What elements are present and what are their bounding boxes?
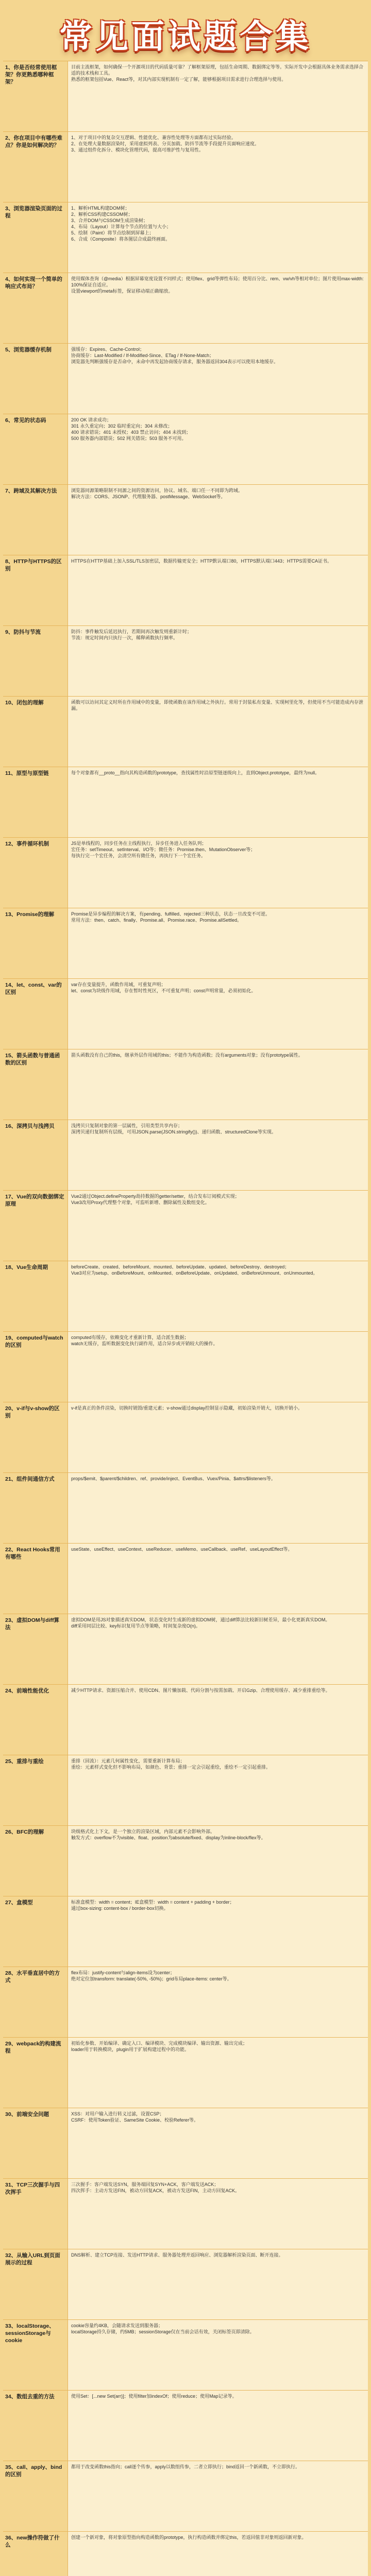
- answer-block: [68, 2249, 368, 2319]
- answer-line: JS是单线程的，同步任务在主线程执行，异步任务进入任务队列；: [71, 841, 207, 846]
- answer-line: Vue2通过Object.defineProperty劫持数据的getter/setter，结合发布订阅模式实现；: [71, 1194, 240, 1199]
- qa-list: [3, 61, 368, 2576]
- question-text: 18、Vue生命周期: [3, 1261, 68, 1331]
- answer-block: [68, 1896, 368, 1967]
- question-text: 19、computed与watch的区别: [3, 1332, 68, 1402]
- answer-line: 减少HTTP请求、资源压缩合并、使用CDN、图片懒加载、代码分割与按需加载、开启Gzip、合理使用缓存、减少重排重绘等。: [71, 1688, 330, 1693]
- answer-line: XSS：对用户输入进行转义过滤，设置CSP；: [71, 2111, 164, 2116]
- answer-line: Vue3改用Proxy代理整个对象，可监听新增、删除属性及数组变化。: [71, 1200, 210, 1205]
- answer-block: [68, 1826, 368, 1896]
- header: [0, 0, 371, 61]
- question-text: 26、BFC的理解: [3, 1826, 68, 1896]
- answer-block: [68, 1332, 368, 1402]
- question-text: 27、盒模型: [3, 1896, 68, 1967]
- answer-line: 1、解析HTML构建DOM树；: [71, 206, 130, 211]
- question-text: 24、前端性能优化: [3, 1685, 68, 1755]
- qa-row: [3, 2391, 368, 2461]
- answer-line: HTTPS在HTTP基础上加入SSL/TLS加密层，数据传输更安全；HTTP默认端口80，HTTPS默认端口443；HTTPS需要CA证书。: [71, 558, 332, 564]
- answer-line: 目前主流框架，如何确保一个开源项目的代码质量可靠？了解框架原理，包括生命周期、数据绑定等等。实际开发中会根据具体业务需求选择合适的技术栈和工具。: [71, 64, 364, 76]
- answer-block: [68, 697, 368, 767]
- qa-row: [3, 2179, 368, 2249]
- qa-row: [3, 626, 368, 697]
- question-text: 22、React Hooks常用有哪些: [3, 1544, 68, 1614]
- qa-row: [3, 979, 368, 1049]
- answer-line: 都用于改变函数this指向；call逐个传参，apply以数组传参，二者立即执行；bind返回一个新函数，不立即执行。: [71, 2464, 300, 2469]
- answer-block: [68, 132, 368, 202]
- question-text: 6、常见的状态码: [3, 414, 68, 484]
- answer-block: [68, 2320, 368, 2390]
- answer-block: [68, 2391, 368, 2461]
- question-text: 7、跨域及其解决方法: [3, 485, 68, 555]
- answer-block: [68, 1685, 368, 1755]
- answer-line: 强缓存：Expires、Cache-Control；: [71, 347, 145, 352]
- qa-row: [3, 1191, 368, 1261]
- answer-line: watch无缓存，监听数据变化执行副作用，适合异步或开销较大的操作。: [71, 1341, 218, 1346]
- answer-block: [68, 979, 368, 1049]
- answer-line: 初始化参数、开始编译、确定入口、编译模块、完成模块编译、输出资源、输出完成；: [71, 2041, 248, 2046]
- qa-row: [3, 555, 368, 626]
- answer-line: 常用方法：then、catch、finally、Promise.all、Promise.race、Promise.allSettled。: [71, 918, 242, 923]
- qa-row: [3, 61, 368, 132]
- question-text: 31、TCP三次握手与四次挥手: [3, 2179, 68, 2249]
- answer-line: 每执行完一个宏任务，会清空所有微任务，再执行下一个宏任务。: [71, 853, 206, 858]
- question-text: 29、webpack的构建流程: [3, 2038, 68, 2108]
- qa-row: [3, 344, 368, 414]
- question-text: 20、v-if与v-show的区别: [3, 1402, 68, 1472]
- answer-line: 节流：规定时间内只执行一次，稀释函数执行频率。: [71, 635, 178, 640]
- answer-block: [68, 1049, 368, 1120]
- answer-line: 箭头函数没有自己的this，继承外层作用域的this；不能作为构造函数；没有arguments对象；没有prototype属性。: [71, 1053, 303, 1058]
- answer-line: cookie容量约4KB，会随请求发送到服务器；: [71, 2323, 163, 2328]
- qa-row: [3, 2320, 368, 2391]
- question-text: 15、箭头函数与普通函数的区别: [3, 1049, 68, 1120]
- answer-block: [68, 1614, 368, 1684]
- qa-row: [3, 1826, 368, 1896]
- answer-line: loader用于转换模块，plugin用于扩展构建过程中的功能。: [71, 2047, 190, 2052]
- answer-line: var存在变量提升，函数作用域，可重复声明；: [71, 982, 166, 987]
- answer-line: 500 服务器内部错误；502 网关错误；503 服务不可用。: [71, 436, 187, 441]
- answer-line: 5、绘制（Paint）将节点绘制到屏幕上；: [71, 230, 154, 235]
- question-text: 33、localStorage、sessionStorage与cookie: [3, 2320, 68, 2390]
- answer-block: [68, 61, 368, 131]
- answer-line: 创建一个新对象，将对象原型指向构造函数的prototype，执行构造函数并绑定this，若返回值非对象则返回新对象。: [71, 2535, 307, 2540]
- answer-line: v-if是真正的条件渲染，切换时销毁/重建元素；v-show通过display控制显示隐藏，初始渲染开销大，切换开销小。: [71, 1405, 303, 1411]
- question-text: 32、从输入URL到页面展示的过程: [3, 2249, 68, 2319]
- qa-row: [3, 132, 368, 202]
- answer-block: [68, 555, 368, 625]
- question-text: 30、前端安全问题: [3, 2108, 68, 2178]
- answer-block: [68, 1544, 368, 1614]
- answer-line: 400 请求错误；401 未授权；403 禁止访问；404 未找到；: [71, 430, 191, 435]
- answer-block: [68, 344, 368, 414]
- question-text: 2、你在项目中有哪些难点？你是如何解决的？: [3, 132, 68, 202]
- qa-row: [3, 202, 368, 273]
- question-text: 14、let、const、var的区别: [3, 979, 68, 1049]
- answer-line: localStorage持久存储，约5MB；sessionStorage仅在当前会话有效，关闭标签页即清除。: [71, 2329, 255, 2334]
- answer-line: 重排（回流）：元素几何属性变化，需要重新计算布局；: [71, 1758, 185, 1764]
- answer-line: let、const为块级作用域，存在暂时性死区，不可重复声明；const声明常量，必须初始化。: [71, 988, 256, 993]
- question-text: 5、浏览器缓存机制: [3, 344, 68, 414]
- qa-row: [3, 908, 368, 979]
- answer-line: 虚拟DOM是用JS对象描述真实DOM，状态变化时生成新的虚拟DOM树，通过diff算法比较新旧树差异，最小化更新真实DOM。: [71, 1617, 330, 1622]
- qa-row: [3, 1755, 368, 1826]
- answer-line: 每个对象都有__proto__指向其构造函数的prototype，查找属性时沿原型链逐级向上，直到Object.prototype，最终为null。: [71, 770, 320, 775]
- answer-block: [68, 2532, 368, 2576]
- answer-line: 使用媒体查询（@media）根据屏幕宽度设置不同样式；使用flex、grid等弹性布局；使用百分比、rem、vw/vh等相对单位；图片使用max-width:100%保证自适应。: [71, 276, 364, 287]
- question-text: 16、深拷贝与浅拷贝: [3, 1120, 68, 1190]
- answer-line: 1、对于项目中的复杂交互逻辑、性能优化、兼容性处理等方面都有过实际经验。: [71, 135, 237, 140]
- answer-block: [68, 1402, 368, 1472]
- qa-row: [3, 1896, 368, 1967]
- answer-line: 使用Set：[...new Set(arr)]；使用filter加indexOf；使用reduce；使用Map记录等。: [71, 2394, 237, 2399]
- answer-line: diff采用同层比较、key标识复用节点等策略，时间复杂度O(n)。: [71, 1623, 200, 1629]
- question-text: 17、Vue的双向数据绑定原理: [3, 1191, 68, 1261]
- answer-line: 浏览器同源策略限制不同源之间的资源访问，协议、域名、端口任一不同即为跨域。: [71, 488, 243, 493]
- answer-block: [68, 273, 368, 343]
- answer-line: 2、在处理大量数据渲染时，采用虚拟列表、分页加载、防抖节流等手段提升页面响应速度。: [71, 141, 260, 146]
- answer-line: 通过box-sizing: content-box / border-box切换。: [71, 1906, 168, 1911]
- answer-line: 协商缓存：Last-Modified / If-Modified-Since、ETag / If-None-Match；: [71, 353, 214, 358]
- question-text: 3、浏览器渲染页面的过程: [3, 202, 68, 273]
- answer-block: [68, 1191, 368, 1261]
- answer-block: [68, 2461, 368, 2531]
- answer-line: 标准盒模型：width = content；IE盒模型：width = content + padding + border；: [71, 1900, 234, 1905]
- answer-line: CSRF：使用Token验证、SameSite Cookie、校验Referer等。: [71, 2117, 199, 2123]
- answer-line: beforeCreate、created、beforeMount、mounted、beforeUpdate、updated、beforeDestroy、destroyed；: [71, 1264, 290, 1269]
- qa-row: [3, 838, 368, 908]
- answer-block: [68, 1967, 368, 2037]
- answer-block: [68, 1755, 368, 1825]
- answer-line: 块级格式化上下文，是一个独立的渲染区域，内部元素不会影响外部。: [71, 1829, 215, 1834]
- answer-line: 浅拷贝只复制对象的第一层属性，引用类型共享内存；: [71, 1123, 183, 1128]
- answer-line: DNS解析、建立TCP连接、发送HTTP请求、服务器处理并返回响应、浏览器解析渲染页面、断开连接。: [71, 2252, 283, 2258]
- answer-line: 设置viewport的meta标签，保证移动端正确缩放。: [71, 289, 173, 294]
- qa-row: [3, 2038, 368, 2108]
- answer-block: [68, 202, 368, 273]
- answer-line: 函数可以访问其定义时所在作用域中的变量，即使函数在该作用域之外执行。常用于封装私有变量、实现柯里化等，但使用不当可能造成内存泄漏。: [71, 700, 364, 711]
- answer-block: [68, 1120, 368, 1190]
- question-text: 13、Promise的理解: [3, 908, 68, 978]
- answer-line: 3、通过组件化拆分、模块化管理代码，提高可维护性与复用性。: [71, 147, 204, 152]
- answer-line: computed有缓存，依赖变化才重新计算，适合派生数据；: [71, 1335, 189, 1340]
- qa-row: [3, 1049, 368, 1120]
- answer-line: Vue3对应为setup、onBeforeMount、onMounted、onBeforeUpdate、onUpdated、onBeforeUnmount、onUnmounted。: [71, 1270, 318, 1276]
- answer-line: 绝对定位加transform: translate(-50%, -50%)；grid布局place-items: center等。: [71, 1976, 232, 1981]
- qa-row: [3, 1685, 368, 1755]
- answer-line: 200 OK 请求成功；: [71, 417, 112, 422]
- answer-line: 6、合成（Composite）将各图层合成最终画面。: [71, 236, 171, 242]
- qa-row: [3, 767, 368, 838]
- answer-block: [68, 767, 368, 837]
- answer-block: [68, 2038, 368, 2108]
- question-text: 21、组件间通信方式: [3, 1473, 68, 1543]
- answer-block: [68, 2179, 368, 2249]
- qa-row: [3, 1332, 368, 1402]
- question-text: 28、水平垂直居中的方式: [3, 1967, 68, 2037]
- answer-line: 四次挥手：主动方发送FIN，被动方回复ACK，被动方发送FIN，主动方回复ACK。: [71, 2188, 240, 2193]
- question-text: 10、闭包的理解: [3, 697, 68, 767]
- answer-line: 解决方法：CORS、JSONP、代理服务器、postMessage、WebSocket等。: [71, 494, 226, 499]
- answer-block: [68, 1261, 368, 1331]
- question-text: 23、虚拟DOM与diff算法: [3, 1614, 68, 1684]
- qa-row: [3, 2108, 368, 2179]
- answer-line: 三次握手：客户端发送SYN，服务端回复SYN+ACK，客户端发送ACK；: [71, 2182, 219, 2187]
- qa-row: [3, 273, 368, 344]
- answer-line: 301 永久重定向；302 临时重定向；304 未修改；: [71, 423, 173, 429]
- question-text: 12、事件循环机制: [3, 838, 68, 908]
- question-text: 11、原型与原型链: [3, 767, 68, 837]
- answer-line: 2、解析CSS构建CSSOM树；: [71, 212, 133, 217]
- qa-row: [3, 2249, 368, 2320]
- answer-block: [68, 838, 368, 908]
- answer-block: [68, 626, 368, 696]
- answer-block: [68, 1473, 368, 1543]
- answer-line: 深拷贝递归复制所有层级，可用JSON.parse(JSON.stringify())、递归函数、structuredClone等实现。: [71, 1129, 277, 1134]
- answer-line: Promise是异步编程的解决方案，有pending、fulfilled、rejected三种状态，状态一旦改变不可逆。: [71, 911, 271, 917]
- page-title: 常见面试题合集: [59, 18, 312, 56]
- answer-line: 触发方式：overflow不为visible、float、position为absolute/fixed、display为inline-block/flex等。: [71, 1835, 266, 1840]
- question-text: 34、数组去重的方法: [3, 2391, 68, 2461]
- answer-line: 浏览器先判断强缓存是否命中，未命中再发起协商缓存请求，服务器返回304表示可以使用本地缓存。: [71, 359, 279, 364]
- qa-row: [3, 1473, 368, 1544]
- answer-block: [68, 908, 368, 978]
- answer-line: 3、合并DOM与CSSOM生成渲染树；: [71, 218, 148, 223]
- question-text: 8、HTTP与HTTPS的区别: [3, 555, 68, 625]
- qa-row: [3, 1614, 368, 1685]
- qa-row: [3, 414, 368, 485]
- question-text: 1、你是否经常使用框架？你更熟悉哪种框架？: [3, 61, 68, 131]
- qa-row: [3, 1544, 368, 1614]
- answer-line: 熟悉的框架包括Vue、React等，对其内部实现机制有一定了解，能够根据项目需求进行合理选择与使用。: [71, 77, 286, 82]
- answer-line: 防抖：事件触发后延迟执行，若期间再次触发则重新计时；: [71, 629, 192, 634]
- answer-line: useState、useEffect、useContext、useReducer、useMemo、useCallback、useRef、useLayoutEffect等。: [71, 1547, 293, 1552]
- question-text: 4、如何实现一个简单的响应式布局？: [3, 273, 68, 343]
- qa-row: [3, 1402, 368, 1473]
- answer-line: props/$emit、$parent/$children、ref、provide/inject、EventBus、Vuex/Pinia、$attrs/$listeners等。: [71, 1476, 276, 1481]
- question-text: 9、防抖与节流: [3, 626, 68, 696]
- answer-line: 4、布局（Layout）计算每个节点的位置与大小；: [71, 224, 172, 229]
- qa-row: [3, 2532, 368, 2576]
- qa-row: [3, 1967, 368, 2038]
- qa-row: [3, 697, 368, 767]
- answer-line: flex布局：justify-content与align-items设为center；: [71, 1970, 175, 1975]
- question-text: 25、重排与重绘: [3, 1755, 68, 1825]
- answer-block: [68, 2108, 368, 2178]
- question-text: 36、new操作符做了什么: [3, 2532, 68, 2576]
- answer-block: [68, 485, 368, 555]
- qa-row: [3, 2461, 368, 2532]
- answer-line: 重绘：元素样式变化但不影响布局，如颜色、背景；重排一定会引起重绘，重绘不一定引起重排。: [71, 1765, 271, 1770]
- answer-line: 宏任务：setTimeout、setInterval、I/O等；微任务：Promise.then、MutationObserver等；: [71, 847, 256, 852]
- qa-row: [3, 1261, 368, 1332]
- qa-row: [3, 485, 368, 555]
- answer-block: [68, 414, 368, 484]
- question-text: 35、call、apply、bind的区别: [3, 2461, 68, 2531]
- qa-row: [3, 1120, 368, 1191]
